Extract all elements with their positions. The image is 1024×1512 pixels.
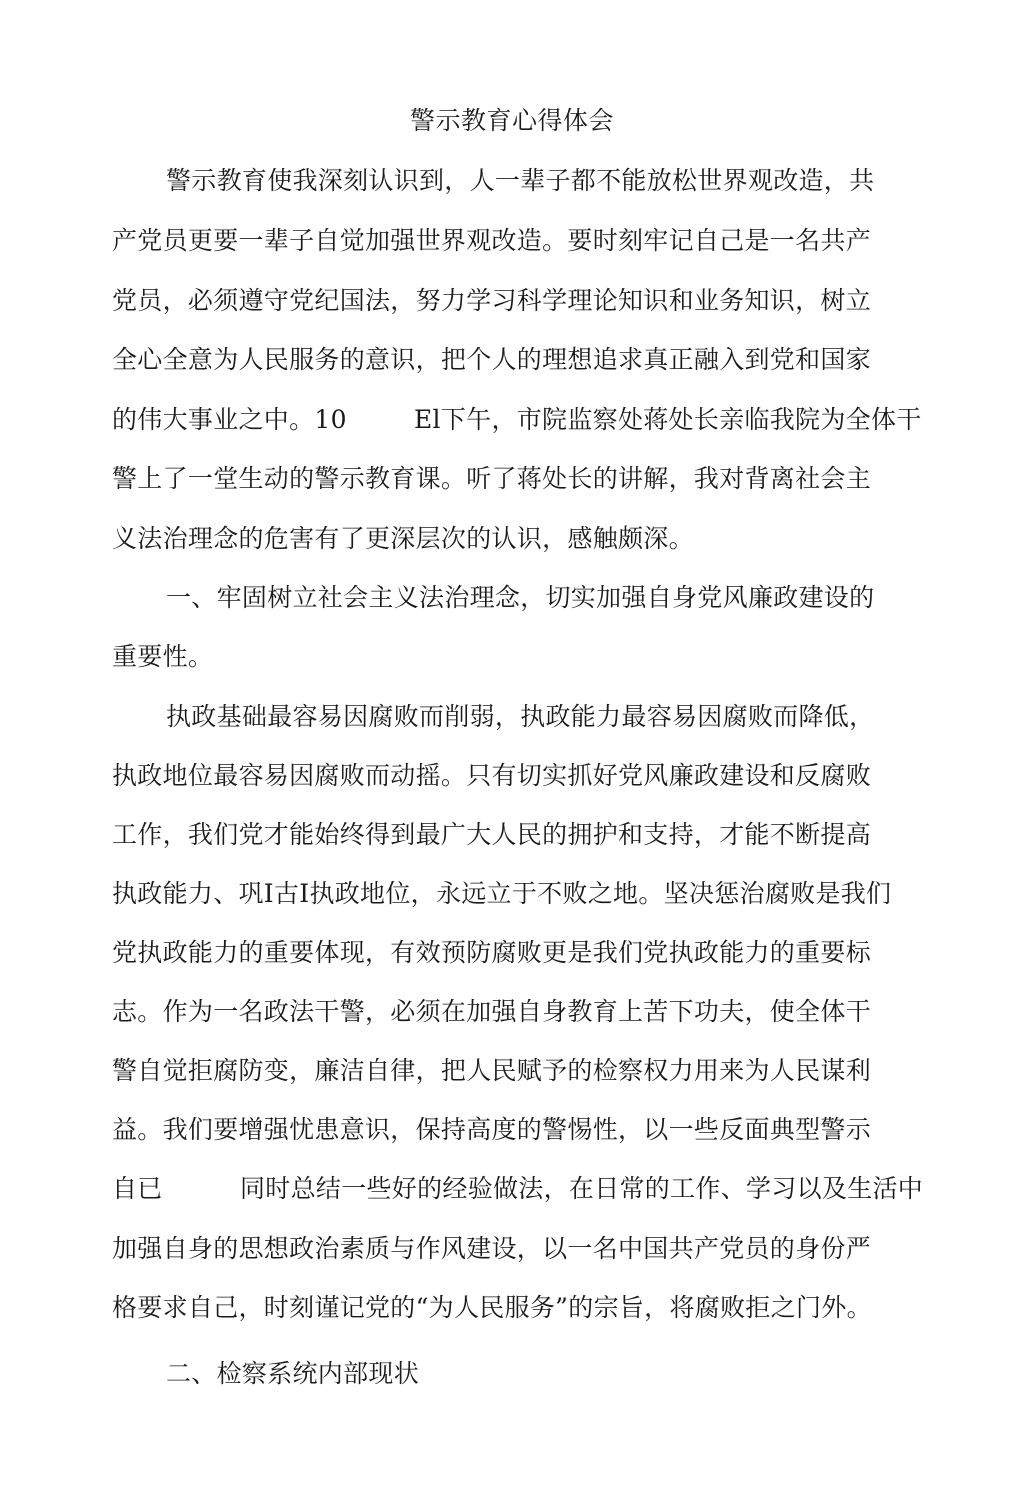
- paragraph-line: 工作，我们党才能始终得到最广大人民的拥护和支持，才能不断提高: [112, 820, 872, 849]
- section-heading-1: 一、牢固树立社会主义法治理念，切实加强自身党风廉政建设的: [166, 583, 875, 612]
- paragraph-line: 自已: [112, 1174, 163, 1203]
- paragraph-line: 警自觉拒腐防变，廉洁自律，把人民赋予的检察权力用来为人民谋利: [112, 1056, 872, 1085]
- paragraph-line: 警示教育使我深刻认识到，人一辈子都不能放松世界观改造，共: [166, 166, 875, 195]
- paragraph-line: 益。我们要增强忧患意识，保持高度的警惕性，以一些反面典型警示: [112, 1115, 872, 1144]
- paragraph-line: 执政地位最容易因腐败而动摇。只有切实抓好党风廉政建设和反腐败: [112, 761, 872, 790]
- section-heading-2: 二、检察系统内部现状: [166, 1359, 420, 1388]
- paragraph-line: 党员，必须遵守党纪国法，努力学习科学理论知识和业务知识，树立: [112, 286, 872, 315]
- document-title: 警示教育心得体会: [409, 106, 614, 135]
- paragraph-line: 产党员更要一辈子自觉加强世界观改造。要时刻牢记自己是一名共产: [112, 226, 872, 255]
- paragraph-line: 的伟大事业之中。10: [112, 405, 347, 434]
- paragraph-line: 同时总结一些好的经验做法，在日常的工作、学习以及生活中: [240, 1174, 924, 1203]
- paragraph-line: 执政基础最容易因腐败而削弱，执政能力最容易因腐败而降低，: [166, 702, 875, 731]
- paragraph-line: 格要求自己，时刻谨记党的“为人民服务”的宗旨，将腐败拒之门外。: [112, 1293, 872, 1322]
- paragraph-line: 志。作为一名政法干警，必须在加强自身教育上苦下功夫，使全体干: [112, 997, 872, 1026]
- paragraph-line: 全心全意为人民服务的意识，把个人的理想追求真正融入到党和国家: [112, 345, 872, 374]
- paragraph-line: El下午，市院监察处蒋处长亲临我院为全体干: [414, 405, 922, 434]
- section-heading-1-cont: 重要性。: [112, 642, 214, 671]
- paragraph-line: 义法治理念的危害有了更深层次的认识，感触颇深。: [112, 524, 694, 553]
- paragraph-line: 党执政能力的重要体现，有效预防腐败更是我们党执政能力的重要标: [112, 938, 872, 967]
- paragraph-line: 加强自身的思想政治素质与作风建设，以一名中国共产党员的身份严: [112, 1234, 872, 1263]
- paragraph-line: 警上了一堂生动的警示教育课。听了蒋处长的讲解，我对背离社会主: [112, 464, 872, 493]
- paragraph-line: 执政能力、巩I古I执政地位，永远立于不败之地。坚决惩治腐败是我们: [112, 879, 892, 908]
